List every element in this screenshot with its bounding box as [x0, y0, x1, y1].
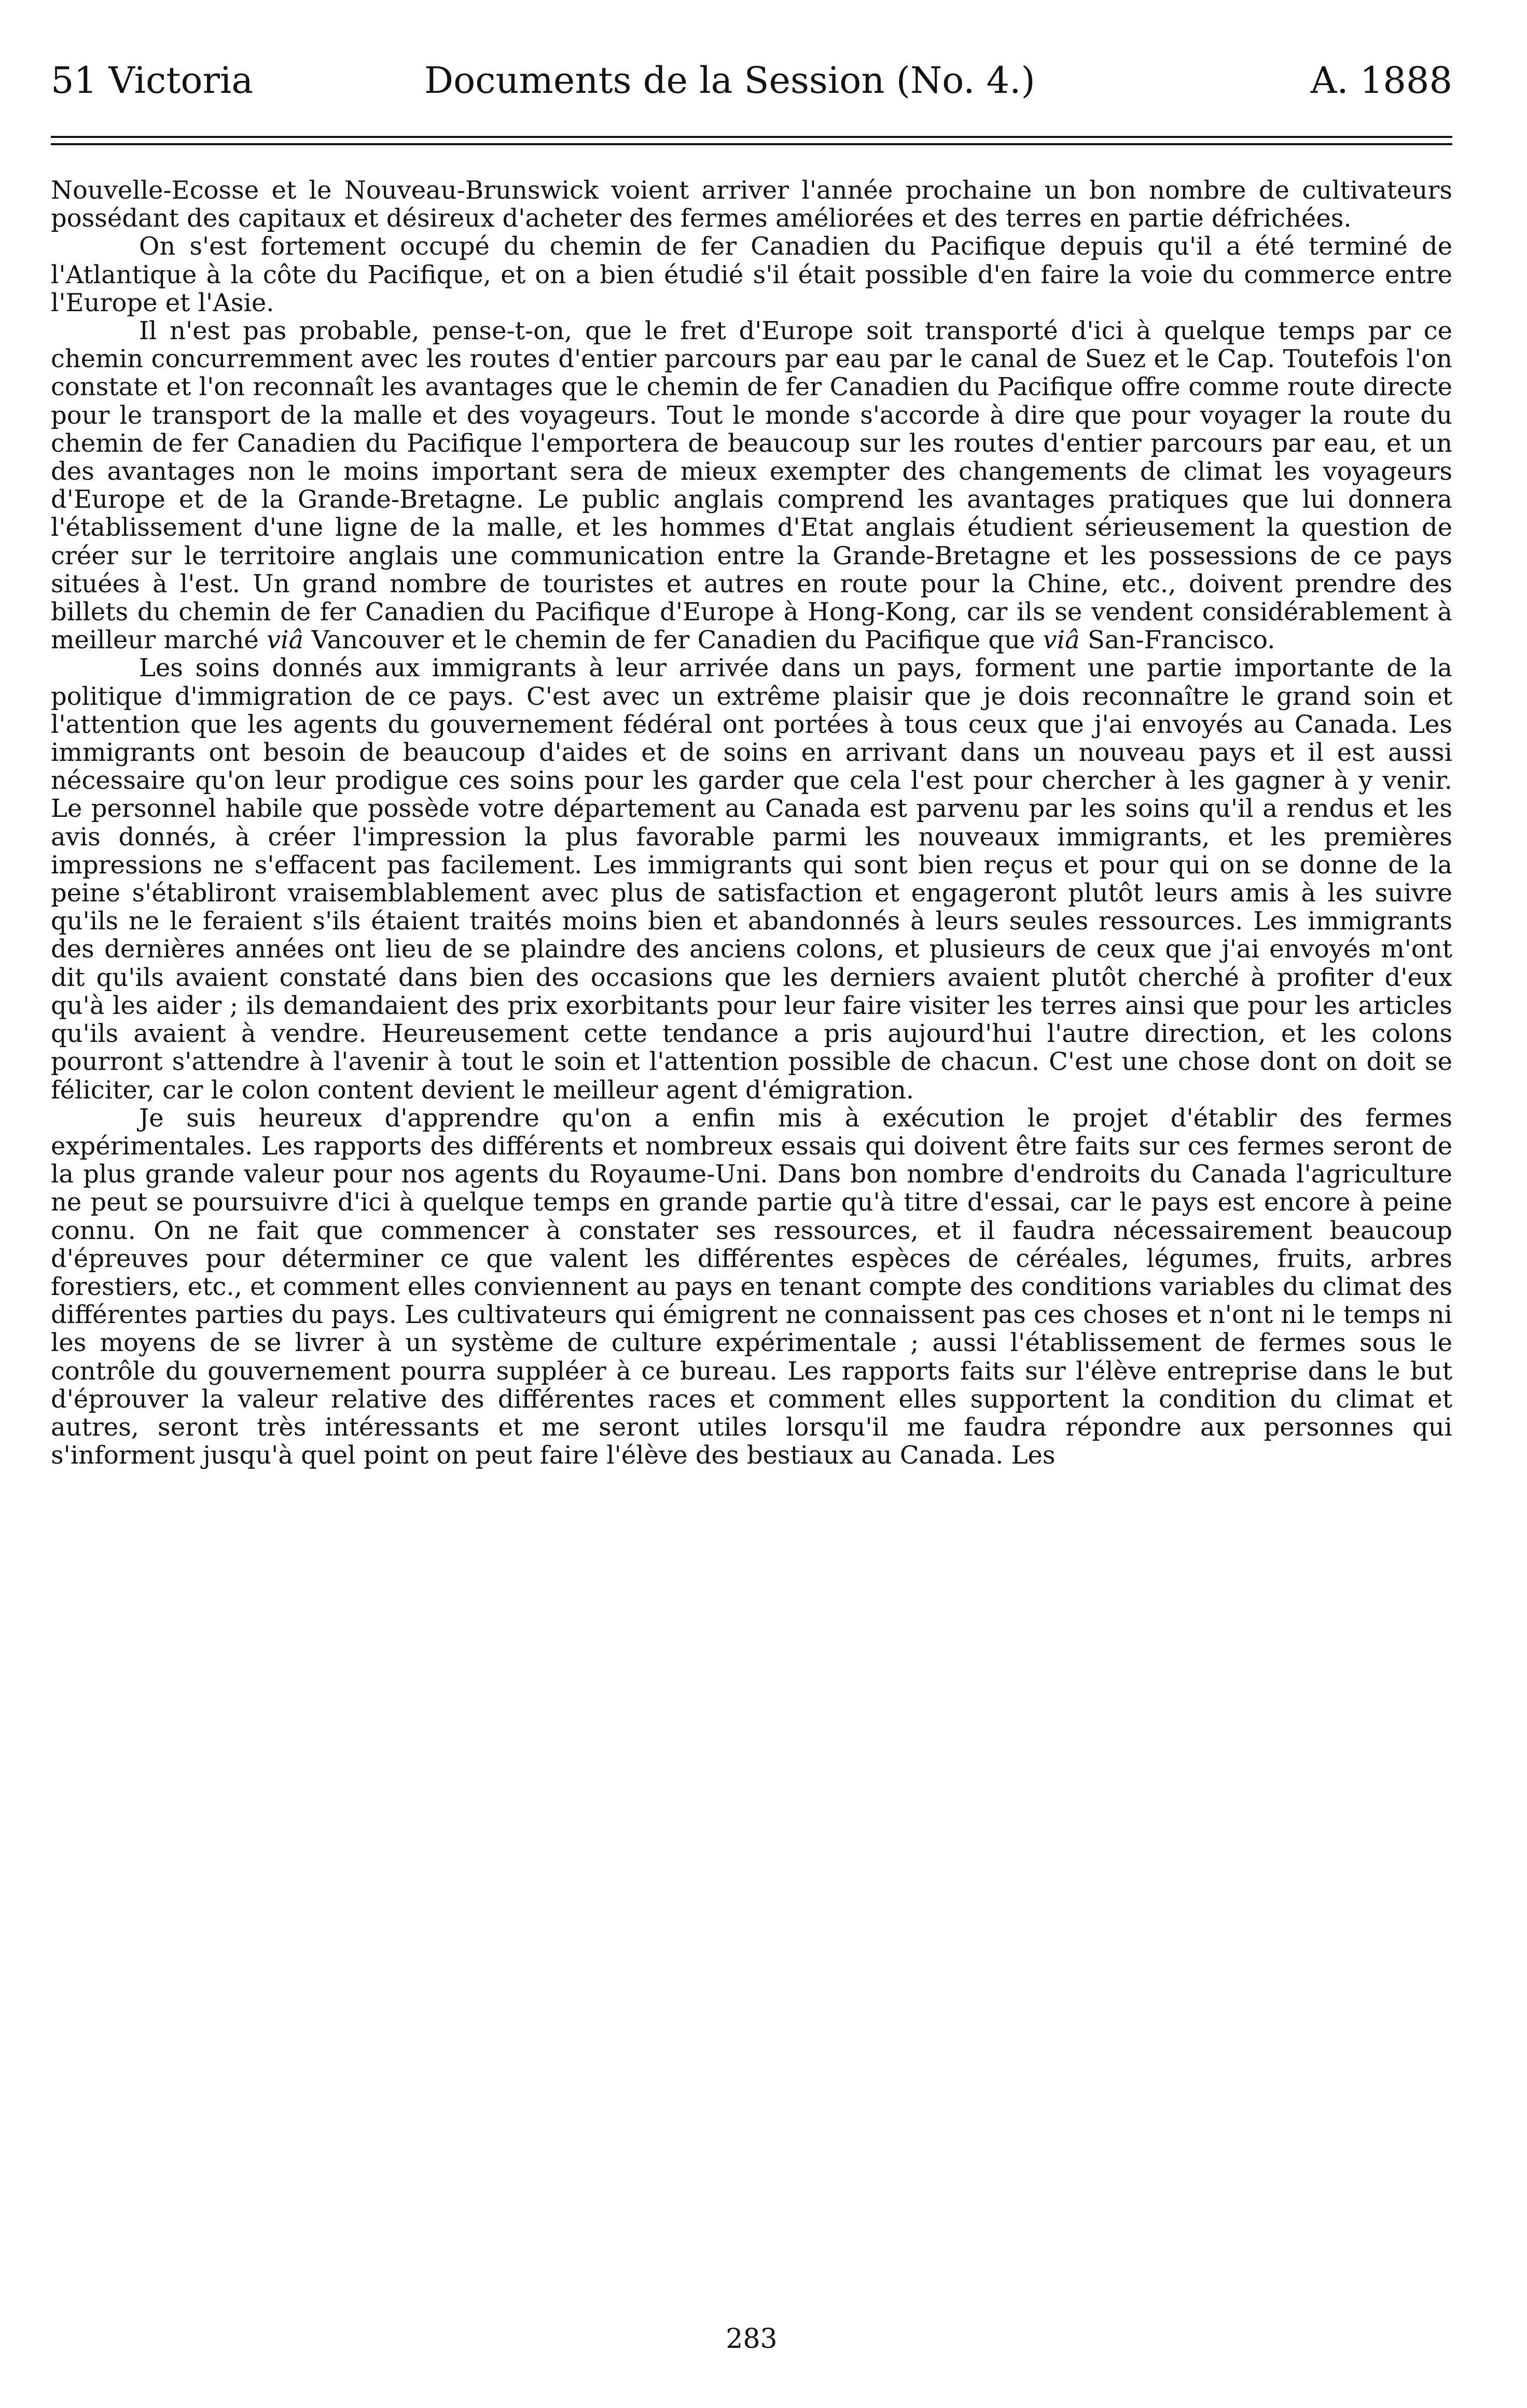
document-page [51, 0, 1452, 2408]
body-text [51, 176, 1452, 1469]
header-rule-top [51, 136, 1452, 138]
header-year: A. 1888 [1310, 59, 1452, 102]
header-rule-bottom [51, 143, 1452, 145]
paragraph-3-via-1: viâ [267, 625, 304, 655]
header-volume: 51 Victoria [51, 59, 254, 102]
paragraph-3-via-2: viâ [1043, 625, 1080, 655]
header-title: Documents de la Session (No. 4.) [424, 59, 1035, 102]
paragraph-3 [51, 317, 1452, 654]
running-header [51, 52, 1452, 109]
paragraph-5: Je suis heureux d'apprendre qu'on a enfin mis à exécution le projet d'établir des fermes expérimentales. Les rapports des différents et nombreux essais qui doivent être faits sur ces fermes seront de la plus grande valeur pour nos agents du Royaume-Uni. Dans bon nombre d'endroits du Canada l'agriculture ne peut se poursuivre d'ici à quelque temps en grande partie qu'à titre d'essai, car le pays est encore à peine connu. On ne fait que commencer à constater ses ressources, et il faudra nécessairement beaucoup d'épreuves pour déterminer ce que valent les différentes espèces de céréales, légumes, fruits, arbres forestiers, etc., et comment elles conviennent au pays en tenant compte des conditions variables du climat des différentes parties du pays. Les cultivateurs qui émigrent ne connaissent pas ces choses et n'ont ni le temps ni les moyens de se livrer à un système de culture expérimentale ; aussi l'établissement de fermes sous le contrôle du gouvernement pourra suppléer à ce bureau. Les rapports faits sur l'élève entreprise dans le but d'éprouver la valeur relative des différentes races et comment elles supportent la condition du climat et autres, seront très intéressants et me seront utiles lorsqu'il me faudra répondre aux personnes qui s'informent jusqu'à quel point on peut faire l'élève des bestiaux au Canada. Les [51, 1103, 1452, 1470]
paragraph-3-text-b: Vancouver et le chemin de fer Canadien du Pacifique que [311, 625, 1035, 655]
paragraph-1: Nouvelle-Ecosse et le Nouveau-Brunswick voient arriver l'année prochaine un bon nombre de cultivateurs possédant des capitaux et désireux d'acheter des fermes améliorées et des terres en partie défrichées. [51, 176, 1452, 233]
paragraph-3-text-c: San-Francisco. [1088, 625, 1275, 655]
paragraph-4: Les soins donnés aux immigrants à leur arrivée dans un pays, forment une partie importante de la politique d'immigration de ce pays. C'est avec un extrême plaisir que je dois reconnaître le grand soin et l'attention que les agents du gouvernement fédéral ont portées à tous ceux que j'ai envoyés au Canada. Les immigrants ont besoin de beaucoup d'aides et de soins en arrivant dans un nouveau pays et il est aussi nécessaire qu'on leur prodigue ces soins pour les garder que cela l'est pour chercher à les gagner à y venir. Le personnel habile que possède votre département au Canada est parvenu par les soins qu'il a rendus et les avis donnés, à créer l'impression la plus favorable parmi les nouveaux immigrants, et les premières impressions ne s'effacent pas facilement. Les immigrants qui sont bien reçus et pour qui on se donne de la peine s'établiront vraisemblablement avec plus de satisfaction et engageront plutôt leurs amis à les suivre qu'ils ne le feraient s'ils étaient traités moins bien et abandonnés à leurs seules ressources. Les immigrants des dernières années ont lieu de se plaindre des anciens colons, et plusieurs de ceux que j'ai envoyés m'ont dit qu'ils avaient constaté dans bien des occasions que les derniers avaient plutôt cherché à profiter d'eux qu'à les aider ; ils demandaient des prix exorbitants pour leur faire visiter les terres ainsi que pour les articles qu'ils avaient à vendre. Heureusement cette tendance a pris aujourd'hui l'autre direction, et les colons pourront s'attendre à l'avenir à tout le soin et l'attention possible de chacun. C'est une chose dont on doit se féliciter, car le colon content devient le meilleur agent d'émigration. [51, 653, 1452, 1105]
page-number: 283 [726, 2323, 778, 2355]
paragraph-2: On s'est fortement occupé du chemin de fer Canadien du Pacifique depuis qu'il a été terminé de l'Atlantique à la côte du Pacifique, et on a bien étudié s'il était possible d'en faire la voie du commerce entre l'Europe et l'Asie. [51, 232, 1452, 317]
paragraph-3-text-a: Il n'est pas probable, pense-t-on, que le fret d'Europe soit transporté d'ici à quelque temps par ce chemin concurremment avec les routes d'entier parcours par eau par le canal de Suez et le Cap. Toutefois l'on constate et l'on reconnaît les avantages que le chemin de fer Canadien du Pacifique offre comme route directe pour le transport de la malle et des voyageurs. Tout le monde s'accorde à dire que pour voyager la route du chemin de fer Canadien du Pacifique l'emportera de beaucoup sur les routes d'entier parcours par eau, et un des avantages non le moins important sera de mieux exempter des changements de climat les voyageurs d'Europe et de la Grande-Bretagne. Le public anglais comprend les avantages pratiques que lui donnera l'établissement d'une ligne de la malle, et les hommes d'Etat anglais étudient sérieusement la question de créer sur le territoire anglais une communication entre la Grande-Bretagne et les possessions de ce pays situées à l'est. Un grand nombre de touristes et autres en route pour la Chine, etc., doivent prendre des billets du chemin de fer Canadien du Pacifique d'Europe à Hong-Kong, car ils se vendent considérablement à meilleur marché [51, 316, 1452, 655]
